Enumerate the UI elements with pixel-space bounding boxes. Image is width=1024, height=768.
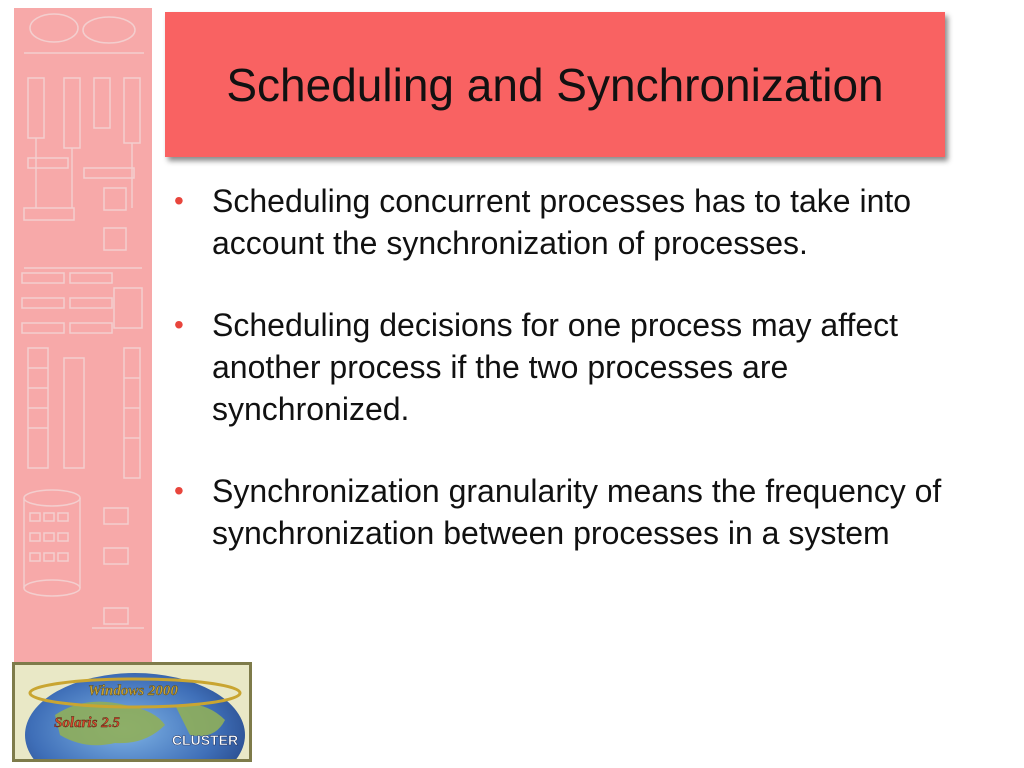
logo-text-solaris: Solaris 2.5: [54, 715, 120, 731]
title-banner: [165, 12, 945, 157]
bullet-text: Synchronization granularity means the frequency of synchronization between processes in a system: [212, 473, 942, 551]
slide-title: Scheduling and Synchronization: [226, 58, 884, 111]
globe-logo-icon: [12, 662, 252, 762]
logo-text-windows: Windows 2000: [88, 683, 178, 699]
bullet-icon: •: [174, 185, 184, 216]
list-item: [170, 304, 970, 430]
bullet-text: Scheduling concurrent processes has to take into account the synchronization of processes.: [212, 183, 912, 261]
list-item: [170, 470, 970, 554]
bullet-list: [170, 180, 970, 594]
bullet-icon: •: [174, 475, 184, 506]
bullet-icon: •: [174, 309, 184, 340]
logo-text-cluster: CLUSTER: [171, 732, 239, 748]
list-item: [170, 180, 970, 264]
schematic-decoration: [14, 8, 152, 668]
bullet-text: Scheduling decisions for one process may affect another process if the two processes are synchronized.: [212, 307, 899, 427]
